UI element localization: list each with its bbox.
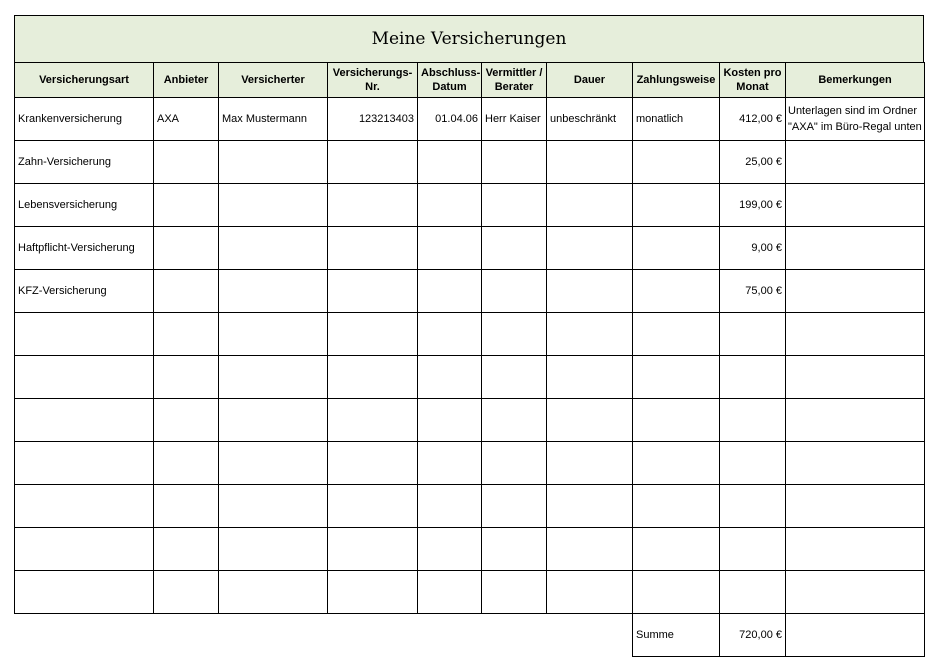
cell-kosten[interactable] (720, 356, 786, 399)
cell-versicherungsart[interactable]: Krankenversicherung (15, 98, 154, 141)
table-row (15, 270, 925, 313)
cell-vermittler[interactable] (482, 442, 547, 485)
cell-versicherter[interactable] (219, 227, 328, 270)
cell-kosten[interactable] (720, 442, 786, 485)
cell-versicherungs-nr[interactable]: 123213403 (328, 98, 418, 141)
cell-versicherungs-nr[interactable] (328, 313, 418, 356)
cell-zahlungsweise[interactable] (633, 313, 720, 356)
cell-anbieter[interactable] (154, 313, 219, 356)
cell-kosten[interactable] (720, 571, 786, 614)
cell-versicherungsart[interactable] (15, 485, 154, 528)
cell-abschluss-datum[interactable] (418, 313, 482, 356)
insurance-table (14, 62, 925, 614)
cell-zahlungsweise[interactable] (633, 141, 720, 184)
cell-anbieter[interactable] (154, 571, 219, 614)
cell-versicherter[interactable] (219, 442, 328, 485)
cell-zahlungsweise[interactable] (633, 528, 720, 571)
col-header-versicherter: Versicherter (219, 63, 328, 98)
table-row (15, 356, 925, 399)
cell-kosten[interactable]: 25,00 € (720, 141, 786, 184)
table-row (15, 227, 925, 270)
cell-dauer[interactable] (547, 313, 633, 356)
cell-versicherter[interactable] (219, 270, 328, 313)
cell-bemerkungen[interactable] (786, 356, 925, 399)
cell-abschluss-datum[interactable] (418, 356, 482, 399)
cell-versicherungs-nr[interactable] (328, 442, 418, 485)
sheet-title: Meine Versicherungen (371, 29, 567, 49)
table-row (15, 141, 925, 184)
cell-versicherungsart[interactable] (15, 313, 154, 356)
cell-kosten[interactable]: 75,00 € (720, 270, 786, 313)
cell-versicherungsart[interactable] (15, 528, 154, 571)
cell-anbieter[interactable]: AXA (154, 98, 219, 141)
cell-abschluss-datum[interactable] (418, 270, 482, 313)
cell-versicherungs-nr[interactable] (328, 356, 418, 399)
cell-kosten[interactable]: 412,00 € (720, 98, 786, 141)
cell-kosten[interactable] (720, 528, 786, 571)
cell-zahlungsweise[interactable] (633, 356, 720, 399)
cell-vermittler[interactable] (482, 313, 547, 356)
cell-versicherungs-nr[interactable] (328, 184, 418, 227)
cell-anbieter[interactable] (154, 356, 219, 399)
cell-kosten[interactable] (720, 313, 786, 356)
cell-dauer[interactable] (547, 227, 633, 270)
cell-zahlungsweise[interactable]: monatlich (633, 98, 720, 141)
cell-dauer[interactable] (547, 184, 633, 227)
col-header-kosten: Kosten pro Monat (720, 63, 786, 98)
table-row (15, 485, 925, 528)
cell-versicherter[interactable] (219, 313, 328, 356)
cell-versicherungsart[interactable] (15, 399, 154, 442)
cell-versicherungs-nr[interactable] (328, 141, 418, 184)
cell-bemerkungen[interactable] (786, 141, 925, 184)
col-header-dauer: Dauer (547, 63, 633, 98)
cell-vermittler[interactable] (482, 571, 547, 614)
cell-versicherungs-nr[interactable] (328, 485, 418, 528)
table-row (15, 399, 925, 442)
header-row (15, 63, 925, 98)
table-body (15, 98, 925, 614)
cell-versicherungs-nr[interactable] (328, 571, 418, 614)
cell-versicherter[interactable] (219, 141, 328, 184)
cell-bemerkungen[interactable] (786, 184, 925, 227)
cell-abschluss-datum[interactable] (418, 184, 482, 227)
table-row (15, 313, 925, 356)
cell-dauer[interactable]: unbeschränkt (547, 98, 633, 141)
cell-versicherter[interactable]: Max Mustermann (219, 98, 328, 141)
cell-versicherter[interactable] (219, 184, 328, 227)
cell-dauer[interactable] (547, 485, 633, 528)
cell-versicherungsart[interactable]: Zahn-Versicherung (15, 141, 154, 184)
col-header-zahlungsweise: Zahlungsweise (633, 63, 720, 98)
summary-note[interactable] (786, 614, 925, 657)
cell-bemerkungen[interactable] (786, 227, 925, 270)
cell-vermittler[interactable] (482, 528, 547, 571)
cell-bemerkungen[interactable] (786, 270, 925, 313)
cell-abschluss-datum[interactable] (418, 141, 482, 184)
cell-versicherungs-nr[interactable] (328, 227, 418, 270)
cell-anbieter[interactable] (154, 141, 219, 184)
cell-anbieter[interactable] (154, 442, 219, 485)
table-row (15, 98, 925, 141)
cell-kosten[interactable] (720, 485, 786, 528)
cell-anbieter[interactable] (154, 485, 219, 528)
cell-versicherter[interactable] (219, 485, 328, 528)
cell-vermittler[interactable] (482, 141, 547, 184)
cell-abschluss-datum[interactable] (418, 227, 482, 270)
cell-versicherter[interactable] (219, 571, 328, 614)
summary-row (633, 614, 925, 657)
cell-zahlungsweise[interactable] (633, 184, 720, 227)
cell-kosten[interactable]: 199,00 € (720, 184, 786, 227)
cell-zahlungsweise[interactable] (633, 399, 720, 442)
table-row (15, 571, 925, 614)
cell-versicherungs-nr[interactable] (328, 399, 418, 442)
cell-kosten[interactable]: 9,00 € (720, 227, 786, 270)
cell-dauer[interactable] (547, 399, 633, 442)
table-row (15, 184, 925, 227)
col-header-vermittler: Vermittler / Berater (482, 63, 547, 98)
cell-versicherungsart[interactable]: Haftpflicht-Versicherung (15, 227, 154, 270)
cell-kosten[interactable] (720, 399, 786, 442)
cell-abschluss-datum[interactable] (418, 528, 482, 571)
cell-abschluss-datum[interactable]: 01.04.06 (418, 98, 482, 141)
sheet-title-bar (14, 15, 924, 62)
cell-zahlungsweise[interactable] (633, 270, 720, 313)
cell-bemerkungen[interactable] (786, 399, 925, 442)
cell-versicherungsart[interactable] (15, 571, 154, 614)
cell-dauer[interactable] (547, 528, 633, 571)
cell-vermittler[interactable] (482, 485, 547, 528)
cell-dauer[interactable] (547, 571, 633, 614)
cell-versicherungs-nr[interactable] (328, 528, 418, 571)
summary-value: 720,00 € (720, 614, 786, 657)
cell-bemerkungen[interactable] (786, 485, 925, 528)
cell-abschluss-datum[interactable] (418, 442, 482, 485)
cell-bemerkungen[interactable] (786, 528, 925, 571)
cell-bemerkungen[interactable]: Unterlagen sind im Ordner "AXA" im Büro-Regal unten (786, 98, 925, 141)
table-row (15, 442, 925, 485)
cell-versicherungsart[interactable]: Lebensversicherung (15, 184, 154, 227)
col-header-versicherungsart: Versicherungsart (15, 63, 154, 98)
cell-versicherungsart[interactable] (15, 356, 154, 399)
cell-anbieter[interactable] (154, 184, 219, 227)
cell-zahlungsweise[interactable] (633, 485, 720, 528)
cell-dauer[interactable] (547, 442, 633, 485)
col-header-abschluss-datum: Abschluss-Datum (418, 63, 482, 98)
cell-zahlungsweise[interactable] (633, 571, 720, 614)
insurance-sheet (14, 15, 924, 614)
col-header-versicherungs-nr: Versicherungs-Nr. (328, 63, 418, 98)
summary-table (632, 613, 925, 657)
cell-anbieter[interactable] (154, 270, 219, 313)
cell-bemerkungen[interactable] (786, 571, 925, 614)
cell-abschluss-datum[interactable] (418, 399, 482, 442)
cell-vermittler[interactable] (482, 270, 547, 313)
cell-versicherungsart[interactable] (15, 442, 154, 485)
cell-dauer[interactable] (547, 270, 633, 313)
cell-abschluss-datum[interactable] (418, 485, 482, 528)
cell-dauer[interactable] (547, 141, 633, 184)
cell-vermittler[interactable] (482, 356, 547, 399)
cell-versicherungs-nr[interactable] (328, 270, 418, 313)
col-header-anbieter: Anbieter (154, 63, 219, 98)
cell-versicherter[interactable] (219, 399, 328, 442)
col-header-bemerkungen: Bemerkungen (786, 63, 925, 98)
cell-versicherter[interactable] (219, 528, 328, 571)
cell-vermittler[interactable] (482, 227, 547, 270)
cell-zahlungsweise[interactable] (633, 442, 720, 485)
cell-vermittler[interactable]: Herr Kaiser (482, 98, 547, 141)
table-row (15, 528, 925, 571)
summary-label: Summe (633, 614, 720, 657)
cell-bemerkungen[interactable] (786, 313, 925, 356)
cell-zahlungsweise[interactable] (633, 227, 720, 270)
cell-anbieter[interactable] (154, 528, 219, 571)
cell-versicherungsart[interactable]: KFZ-Versicherung (15, 270, 154, 313)
cell-anbieter[interactable] (154, 399, 219, 442)
cell-versicherter[interactable] (219, 356, 328, 399)
cell-anbieter[interactable] (154, 227, 219, 270)
cell-dauer[interactable] (547, 356, 633, 399)
cell-bemerkungen[interactable] (786, 442, 925, 485)
cell-vermittler[interactable] (482, 399, 547, 442)
cell-abschluss-datum[interactable] (418, 571, 482, 614)
cell-vermittler[interactable] (482, 184, 547, 227)
